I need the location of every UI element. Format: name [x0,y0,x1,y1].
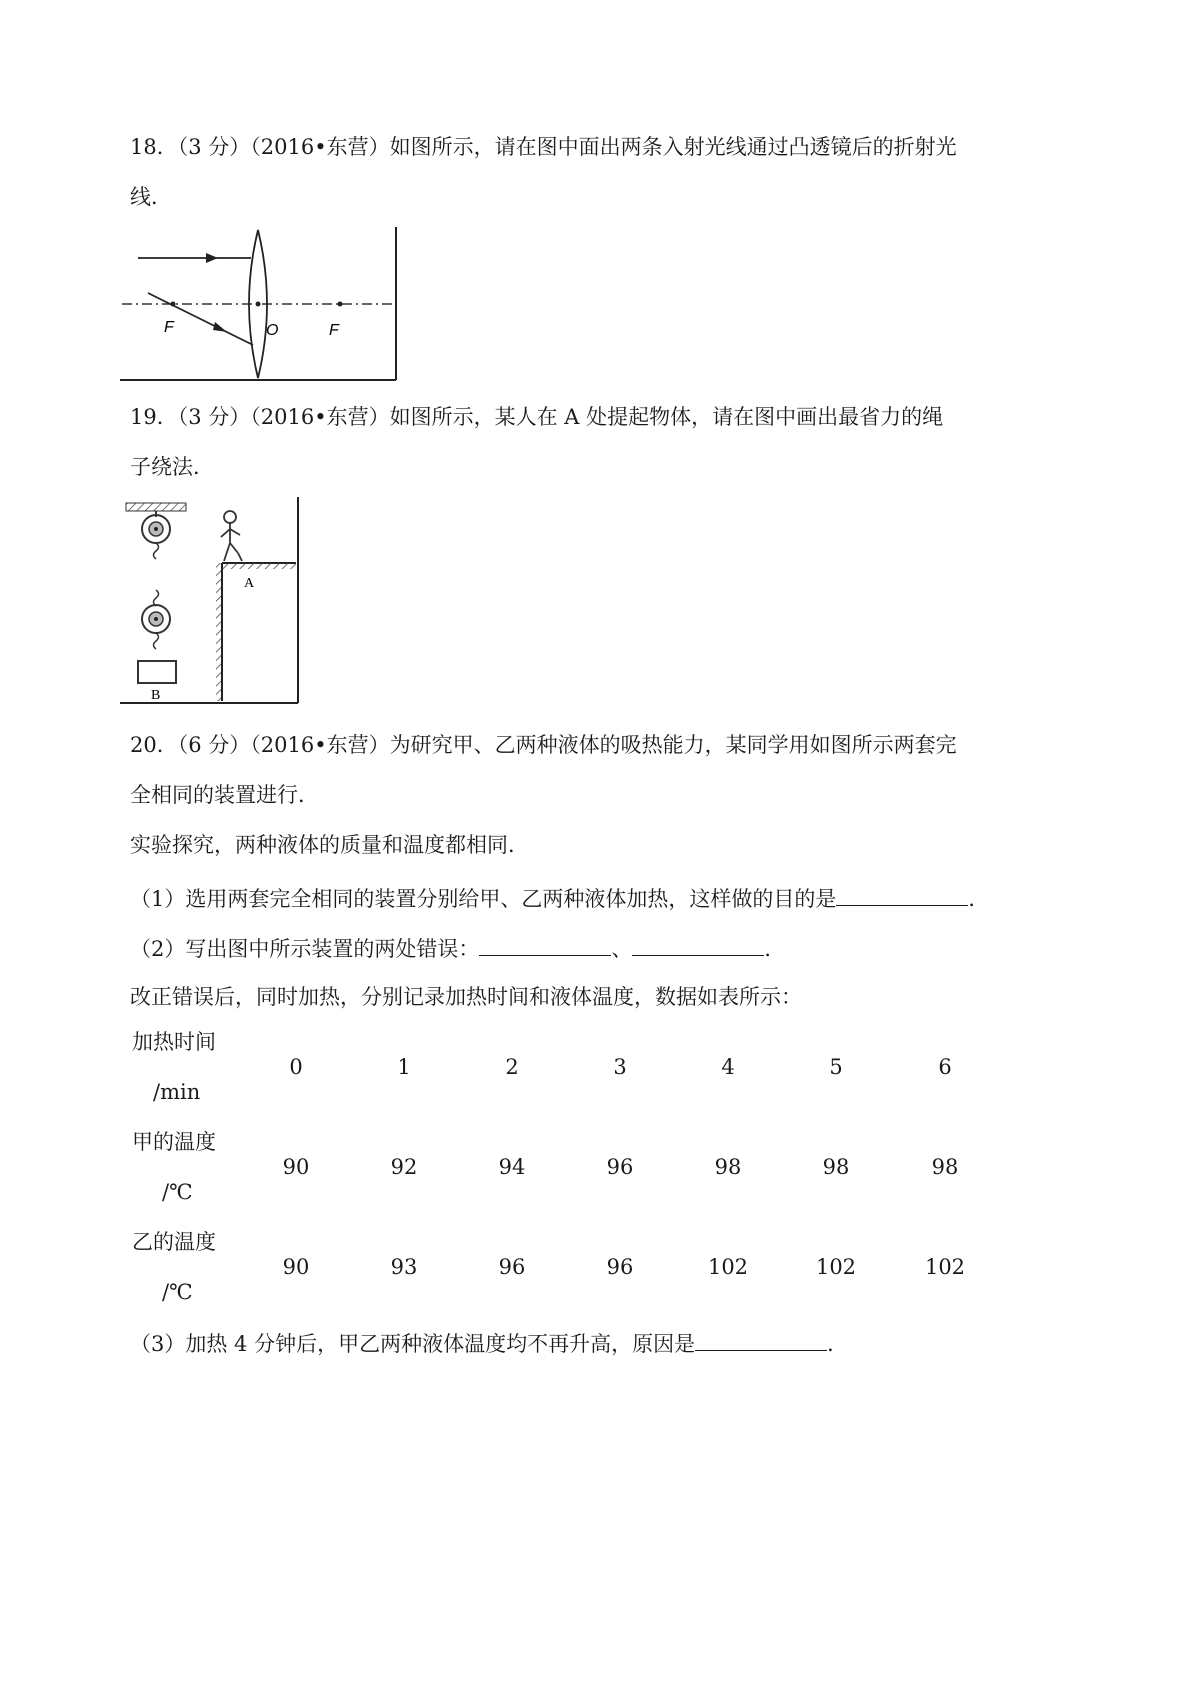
table-cell: 0 [289,1055,303,1079]
table-row-time-unit: /min [153,1080,201,1104]
object-b [138,661,176,683]
table-cell: 5 [829,1055,843,1079]
table-row-jia-label: 甲的温度 [132,1130,216,1154]
q19-line1: 19．（3 分）（2016•东营）如图所示，某人在 A 处提起物体，请在图中画出最省力的绳 [130,405,944,429]
q20-sub3 [130,1328,848,1358]
q20-line1: 20．（6 分）（2016•东营）为研究甲、乙两种液体的吸热能力，某同学用如图所示两套完 [130,733,957,757]
movable-pulley [142,590,170,649]
table-cell: 3 [613,1055,627,1079]
answer-blank-2[interactable] [479,933,611,956]
q20-sub1-text: （1）选用两套完全相同的装置分别给甲、乙两种液体加热，这样做的目的是 [130,887,837,911]
table-cell: 96 [606,1155,634,1179]
table-cell: 102 [707,1255,749,1279]
focal-point-right [338,302,343,307]
pulley-diagram [118,495,304,707]
q18-line2: 线． [130,185,172,209]
q20-line2: 全相同的装置进行． [130,783,319,807]
q19-line2: 子绕法． [130,455,214,479]
table-cell: 92 [390,1155,418,1179]
q18-line1: 18．（3 分）（2016•东营）如图所示，请在图中面出两条入射光线通过凸透镜后的折射光 [130,135,957,159]
q20-sub2 [130,933,785,963]
table-cell: 4 [721,1055,735,1079]
q20-sub2-end: ． [764,937,786,961]
table-cell: 96 [498,1255,526,1279]
answer-blank-4[interactable] [695,1328,827,1351]
table-cell: 90 [282,1155,310,1179]
table-cell: 94 [498,1155,526,1179]
table-row-time-label: 加热时间 [132,1030,216,1054]
q20-sub2-sep: 、 [611,937,633,961]
table-cell: 93 [390,1255,418,1279]
arrowhead-focus [213,322,227,332]
person-figure [221,511,242,561]
table-row-yi-unit: /℃ [162,1280,193,1304]
table-row-yi-label: 乙的温度 [132,1230,216,1254]
table-cell: 2 [505,1055,519,1079]
q20-sub1 [130,883,989,913]
table-cell: 102 [815,1255,857,1279]
answer-blank-3[interactable] [632,933,764,956]
cliff-top-hatch [222,563,296,569]
label-f-left: F [164,319,174,336]
q20-sub2-text: （2）写出图中所示装置的两处错误： [130,937,480,961]
label-f-right: F [329,322,339,339]
table-cell: 6 [938,1055,952,1079]
focal-point-left [171,302,176,307]
answer-blank-1[interactable] [836,883,968,906]
q20-sub3-end: ． [827,1332,849,1356]
table-cell: 98 [822,1155,850,1179]
label-a: A [244,576,255,591]
arrowhead-parallel [206,253,218,263]
label-b: B [151,688,161,703]
q20-sub3-text: （3）加热 4 分钟后，甲乙两种液体温度均不再升高，原因是 [130,1332,696,1356]
lens-diagram [118,225,400,385]
label-o: O [266,322,279,339]
table-cell: 102 [924,1255,966,1279]
fixed-pulley [142,511,170,559]
table-cell: 1 [397,1055,411,1079]
ceiling [126,503,186,511]
table-cell: 98 [714,1155,742,1179]
table-cell: 96 [606,1255,634,1279]
optical-center [256,302,261,307]
table-cell: 90 [282,1255,310,1279]
q20-sub1-end: ． [968,887,990,911]
table-cell: 98 [931,1155,959,1179]
q20-line3: 实验探究，两种液体的质量和温度都相同． [130,833,529,857]
table-row-jia-unit: /℃ [162,1180,193,1204]
q20-line-after: 改正错误后，同时加热，分别记录加热时间和液体温度，数据如表所示： [130,985,802,1009]
